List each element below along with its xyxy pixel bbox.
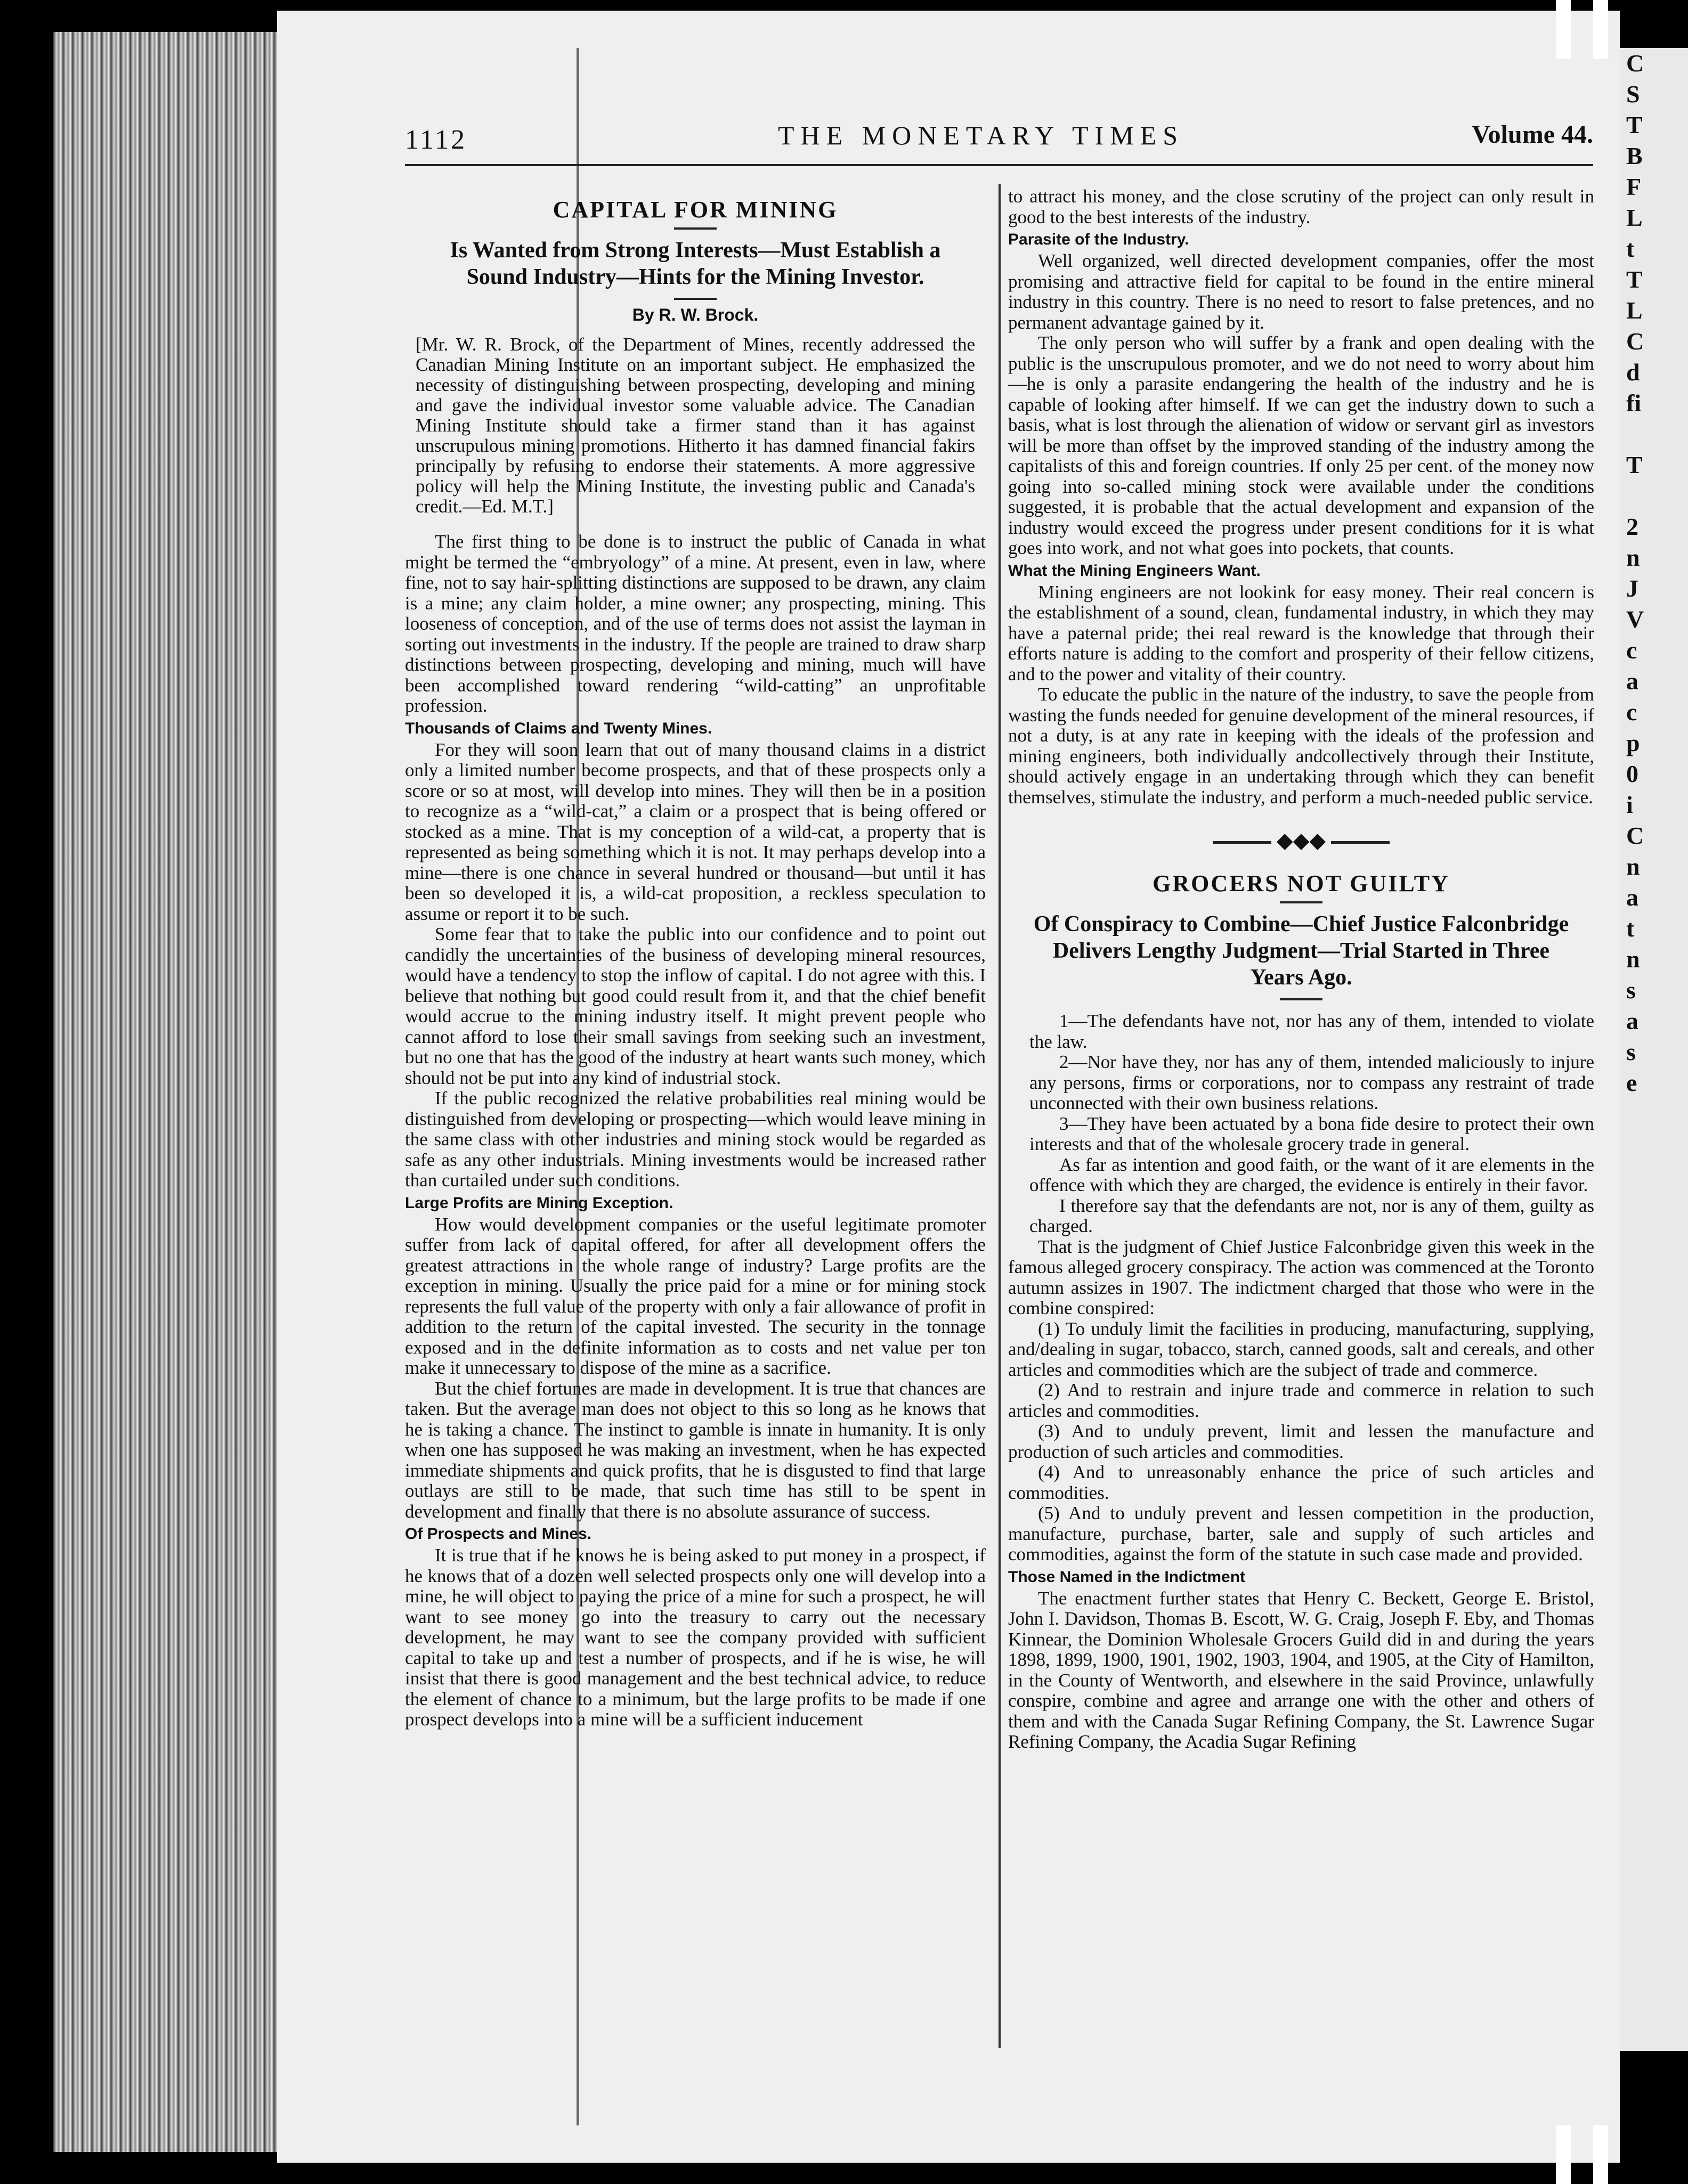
adjacent-page-letter: a: [1626, 884, 1638, 911]
adjacent-page-letter: T: [1626, 266, 1643, 293]
adjacent-page-letter: t: [1626, 915, 1635, 942]
charge: (4) And to unreasonably enhance the price of such articles and commodities.: [1008, 1462, 1594, 1503]
paragraph: If the public recognized the relative probabilities real mining would be distinguished from developing or prospecting—which would leave mining in the same class with other industries and mining stock would be regarded as safe as any other industrials. Mining investments would be increased rather than curtailed under such conditions.: [405, 1088, 986, 1191]
adjacent-page-letter: V: [1626, 606, 1644, 633]
subheading: Large Profits are Mining Exception.: [405, 1194, 673, 1212]
subheading: Parasite of the Industry.: [1008, 231, 1189, 248]
adjacent-page-letter: p: [1626, 729, 1640, 756]
adjacent-page-letter: a: [1626, 667, 1638, 695]
adjacent-page-letter: n: [1626, 853, 1640, 880]
page-number: 1112: [405, 125, 467, 155]
charge: (2) And to restrain and injure trade and commerce in relation to such articles and commodities.: [1008, 1380, 1594, 1421]
publication-title: THE MONETARY TIMES: [778, 120, 1184, 150]
film-mark: [1593, 2125, 1608, 2184]
paragraph: How would development companies or the useful legitimate promoter suffer from lack of capital offered, for after all development offers the greatest attractions in the whole range of industry? Large profits are the exception in mining. Usually the price paid for a mine or for mining stock represents the full value of the property with only a fair allowance of profit in addition to the return of the capital invested. The security in the tonnage exposed and in the definite information as to costs and net value per ton make it unnecessary to dispose of the mine as a sacrifice.: [405, 1213, 986, 1378]
finding: As far as intention and good faith, or the want of it are elements in the offence with which they are charged, the evidence is entirely in their favor.: [1029, 1154, 1594, 1195]
paragraph: Well organized, well directed development companies, offer the most promising and attractive field for capital to be found in the entire mineral industry in this country. There is no need to resort to false pretences, and no permanent advantage gained by it.: [1008, 250, 1594, 333]
subheading: Thousands of Claims and Twenty Mines.: [405, 719, 712, 737]
article-title: GROCERS NOT GUILTY: [1153, 870, 1450, 897]
book-page-edges: [53, 32, 277, 2152]
adjacent-page-letter: S: [1626, 80, 1640, 108]
title-rule: [1280, 901, 1322, 903]
adjacent-page-letter: C: [1626, 50, 1644, 77]
film-mark: [1556, 2125, 1571, 2184]
paragraph: For they will soon learn that out of many thousand claims in a district only a limited number become prospects, and that of these prospects only a score or so at most, will develop into mines. They will then be in a position to recognize as a “wild-cat,” a claim or a prospect that is being offered or stocked as a mine. That is my conception of a wild-cat, a property that is represented as being something which it is not. It may perhaps develop into a mine—there is one chance in several hundred or thousand—but until it has been so developed it is, a wild-cat proposition, a reckless speculation to assume or report it to be such.: [405, 739, 986, 924]
page-header: [405, 120, 1593, 157]
finding: 3—They have been actuated by a bona fide desire to protect their own interests and that of the wholesale grocery trade in general.: [1029, 1113, 1594, 1154]
adjacent-page-letter: L: [1626, 297, 1643, 324]
article-deck: Is Wanted from Strong Interests—Must Establish a Sound Industry—Hints for the Mining Investor.: [450, 238, 941, 289]
adjacent-page-letter: s: [1626, 976, 1636, 1004]
adjacent-page-letter: J: [1626, 575, 1638, 602]
finding: 1—The defendants have not, nor has any of them, intended to violate the law.: [1029, 1010, 1594, 1052]
header-rule: [405, 164, 1593, 166]
adjacent-page-letter: [1620, 480, 1688, 511]
adjacent-page-letter: T: [1626, 451, 1643, 478]
title-rule: [674, 227, 717, 230]
subheading: What the Mining Engineers Want.: [1008, 561, 1261, 580]
adjacent-page-letter: a: [1626, 1007, 1638, 1034]
charge: (5) And to unduly prevent and lessen competition in the production, manufacture, purchase, barter, sale and supply of such articles and commodities, against the form of the statute in such case made and provided.: [1008, 1503, 1594, 1564]
paragraph: The enactment further states that Henry C. Beckett, George E. Bristol, John I. Davidson, Thomas B. Escott, W. G. Craig, Joseph F. Eby, and Thomas Kinnear, the Dominion Wholesale Grocers Guild did in and during the years 1898, 1899, 1900, 1901, 1902, 1903, 1904, and 1905, at the City of Hamilton, in the County of Wentworth, and elsewhere in the said Province, unlawfully conspire, combine and agree and arrange one with the other and others of them and with the Canada Sugar Refining Company, the St. Lawrence Sugar Refining Company, the Acadia Sugar Refining: [1008, 1587, 1594, 1752]
adjacent-page-letter: C: [1626, 328, 1644, 355]
deck-rule: [1280, 998, 1322, 1000]
paragraph: to attract his money, and the close scrutiny of the project can only result in good to the best interests of the industry.: [1008, 186, 1594, 227]
finding: 2—Nor have they, nor has any of them, intended maliciously to injure any persons, firms or corporations, nor to compass any restraint of trade unconnected with their own business relations.: [1029, 1052, 1594, 1113]
adjacent-page-letter: c: [1626, 698, 1637, 726]
column-rule: [999, 184, 1001, 2048]
finding: I therefore say that the defendants are not, nor is any of them, guilty as charged.: [1029, 1195, 1594, 1236]
adjacent-page-letter: fi: [1626, 389, 1642, 417]
byline: By R. W. Brock.: [632, 305, 759, 324]
film-mark: [1593, 0, 1608, 59]
paragraph: The only person who will suffer by a frank and open dealing with the public is the unscrupulous promoter, and we do not need to worry about him—he is only a parasite endangering the health of the industry and he is capable of looking after himself. If we can get the industry down to such a basis, what is lost through the alienation of widow or servant girl as investors will be more than offset by the improved standing of the industry among the capitalists of this and foreign countries. If only 25 per cent. of the money now going into so-called mining stock were available under the conditions suggested, it is probable that the actual development and expansion of the industry would exceed the progress under present conditions for it is what goes into work, and not what goes into pockets, that counts.: [1008, 332, 1594, 558]
adjacent-page-strip: [1620, 48, 1688, 2051]
film-mark: [1556, 0, 1571, 59]
article-title: CAPITAL FOR MINING: [553, 197, 838, 223]
adjacent-page-letter: 0: [1626, 760, 1638, 787]
adjacent-page-letter: n: [1626, 946, 1640, 973]
paragraph: That is the judgment of Chief Justice Falconbridge given this week in the famous alleged grocery conspiracy. The action was commenced at the Toronto autumn assizes in 1907. The indictment charged that those who were in the combine conspired:: [1008, 1236, 1594, 1318]
adjacent-page-letter: B: [1626, 142, 1643, 169]
adjacent-page-letter: e: [1626, 1069, 1637, 1096]
charge: (1) To unduly limit the facilities in producing, manufacturing, supplying, and/dealing in sugar, tobacco, starch, canned goods, salt and cereals, and other articles and commodities which are the subject of trade and commerce.: [1008, 1318, 1594, 1380]
adjacent-page-letter: i: [1626, 791, 1633, 818]
paragraph: But the chief fortunes are made in development. It is true that chances are taken. But the average man does not object to this so long as he knows that he is taking a chance. The instinct to gamble is innate in humanity. It is only when one has supposed he was making an investment, when he has expected immediate shipments and quick profits, that he is disgusted to find that large outlays are still to be made, that such time has still to be spent in development and finally that there is no absolute assurance of success.: [405, 1378, 986, 1522]
article-deck: Of Conspiracy to Combine—Chief Justice Falconbridge Delivers Lengthy Judgment—Trial Started in Three Years Ago.: [1033, 912, 1569, 990]
adjacent-page-letter: T: [1626, 111, 1643, 138]
paragraph: It is true that if he knows he is being asked to put money in a prospect, if he knows that of a dozen well selected prospects only one will develop into a mine, he will object to paying the price of a mine for such a prospect, he will want to see money go into the treasury to carry out the necessary development, he may want to see the company provided with sufficient capital to take up and test a number of prospects, and if he is wise, he will insist that there is good management and the best technical advice, to reduce the element of chance to a minimum, but the large profits to be made if one prospect develops into a mine will be a sufficient inducement: [405, 1545, 986, 1730]
volume-label: Volume 44.: [1472, 120, 1593, 149]
adjacent-page-letter: s: [1626, 1038, 1636, 1065]
section-ornament: ◆◆◆: [1008, 828, 1594, 853]
subheading: Those Named in the Indictment: [1008, 1568, 1246, 1586]
adjacent-page-letter: n: [1626, 544, 1640, 571]
deck-rule: [674, 298, 717, 300]
adjacent-page-letter: L: [1626, 204, 1643, 231]
adjacent-page-letter: d: [1626, 358, 1640, 386]
editor-intro: [Mr. W. R. Brock, of the Department of Mines, recently addressed the Canadian Mining Institute on an important subject. He emphasized the necessity of distinguishing between prospecting, developing and mining and gave the individual investor some valuable advice. The Canadian Mining Institute should take a firmer stand than it has against unscrupulous mining promotions. Hitherto it has damned financial fakirs principally by refusing to endorse their statements. A more aggressive policy will help the Mining Institute, the investing public and Canada's credit.—Ed. M.T.]: [416, 334, 975, 517]
paragraph: To educate the public in the nature of the industry, to save the people from wasting the funds needed for genuine development of the mineral resources, if not a duty, is at any rate in keeping with the ideals of the profession and mining engineers, both individually andcollectively through their Institute, should actively engage in an undertaking through which they can benefit themselves, stimulate the industry, and perform a much-needed public service.: [1008, 684, 1594, 808]
adjacent-page-letter: C: [1626, 822, 1644, 849]
adjacent-page-letter: F: [1626, 173, 1642, 200]
paragraph: Mining engineers are not lookink for easy money. Their real concern is the establishment of a sound, clean, fundamental industry, in which they may have a paternal pride; thei real reward is the knowledge that through their efforts nature is adding to the comfort and prosperity of their fellow citizens, and to the power and vitality of their country.: [1008, 581, 1594, 684]
subheading: Of Prospects and Mines.: [405, 1525, 592, 1543]
adjacent-page-letter: c: [1626, 637, 1637, 664]
paragraph: The first thing to be done is to instruct the public of Canada in what might be termed the “embryology” of a mine. At present, even in law, where fine, not to say hair-splitting distinctions are supposed to be drawn, any claim is a mine; any claim holder, a mine owner; any prospecting, mining. This looseness of conception, and of the use of terms does not assist the layman in sorting out investments in the industry. If the people are trained to draw sharp distinctions between prospecting, developing and mining, much will have been accomplished toward rendering “wild-catting” an unprofitable profession.: [405, 531, 986, 716]
column-left: [405, 186, 986, 1730]
charge: (3) And to unduly prevent, limit and lessen the manufacture and production of such articles and commodities.: [1008, 1421, 1594, 1462]
adjacent-page-letter: 2: [1626, 513, 1638, 540]
adjacent-page-letter: [1620, 419, 1688, 450]
adjacent-page-letter: t: [1626, 235, 1635, 262]
paragraph: Some fear that to take the public into our confidence and to point out candidly the uncertainties of the business of developing mineral resources, would have a tendency to stop the inflow of capital. I do not agree with this. I believe that nothing but good could result from it, and that the chief benefit would accrue to the mining industry itself. It might prevent people who cannot afford to lose their small savings from seeking such an investment, but no one that has the good of the industry at heart wants such money, which should not be put into any kind of industrial stock.: [405, 924, 986, 1088]
column-right: [1008, 186, 1594, 1753]
